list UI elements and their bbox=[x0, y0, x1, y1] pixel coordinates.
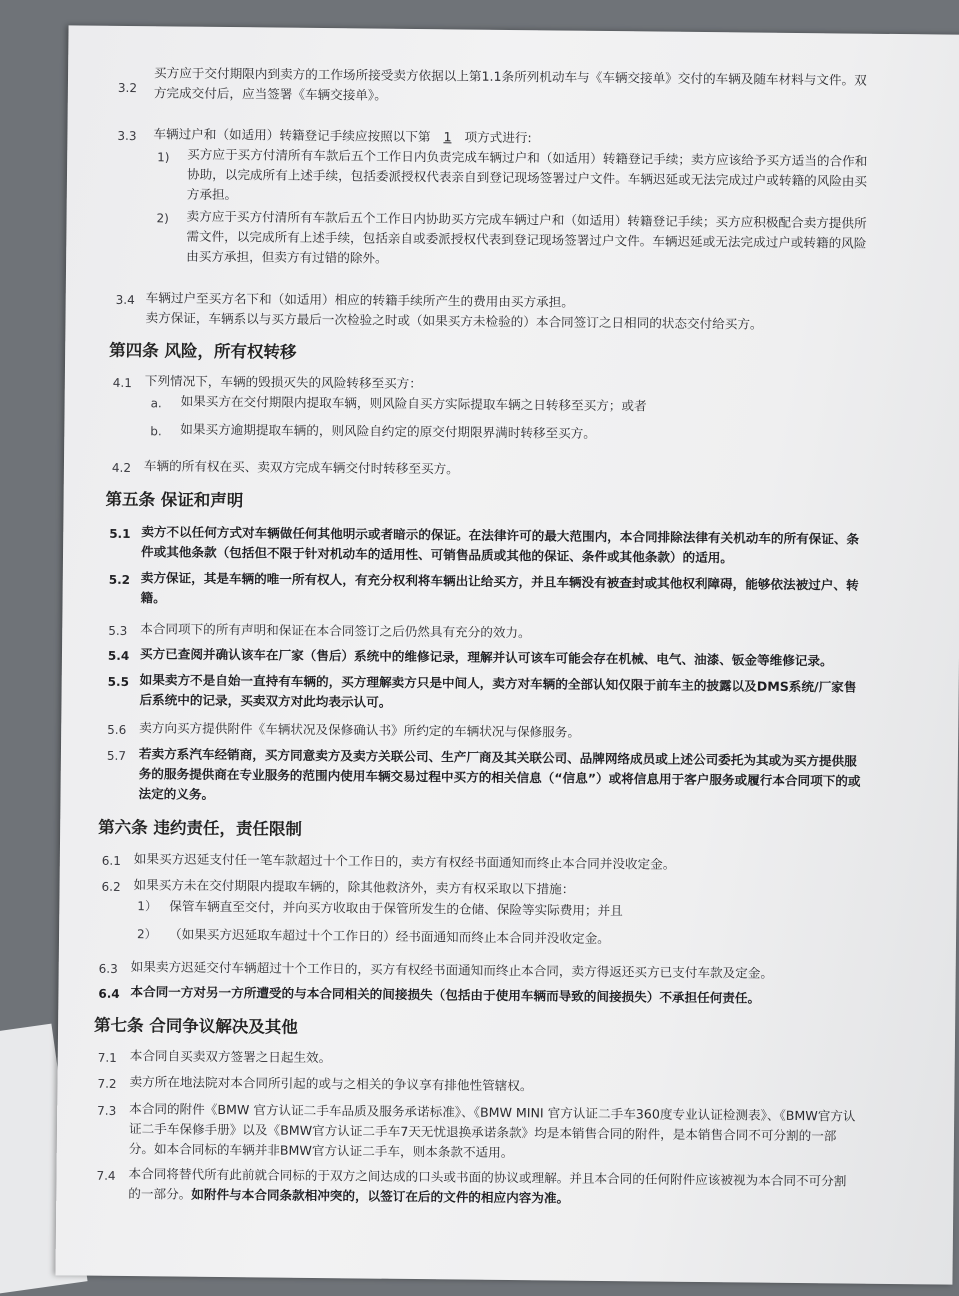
clause-3-3-item-2-line-3: 由买方承担，但卖方有过错的除外。 bbox=[186, 248, 388, 266]
clause-6-1-text: 如果买方迟延支付任一笔车款超过十个工作日的，卖方有权经书面通知而终止本合同并没收定金。 bbox=[133, 851, 676, 872]
clause-number: 6.3 bbox=[98, 961, 118, 976]
clause-number: 7.1 bbox=[97, 1050, 117, 1065]
item-number: 2) bbox=[156, 211, 169, 226]
clause-5-1-line-2: 件或其他条款（包括但不限于针对机动车的适用性、可销售品质或其他的保证、条件或其他条款）的适用。 bbox=[140, 544, 734, 566]
clause-number: 5.3 bbox=[108, 623, 128, 638]
clause-7-4-text: 的一部分。 bbox=[128, 1186, 192, 1202]
clause-3-3-item-2-line-1: 卖方应于买方付清所有车款后五个工作日内协助买方完成车辆过户和（如适用）转籍登记手续；买方应积极配合卖方提供所 bbox=[186, 208, 867, 231]
clause-number: 5.1 bbox=[109, 526, 131, 542]
article-4-heading: 第四条 风险，所有权转移 bbox=[109, 340, 297, 362]
clause-number: 3.2 bbox=[117, 80, 138, 96]
clause-5-2-line-1: 卖方保证，其是车辆的唯一所有权人，有充分权利将车辆出让给买方，并且车辆没有被查封或其他权利障碍，能够依法被过户、转 bbox=[140, 570, 859, 593]
clause-7-2-text: 卖方所在地法院对本合同所引起的或与之相关的争议享有排他性管辖权。 bbox=[129, 1074, 533, 1094]
article-7-heading: 第七条 合同争议解决及其他 bbox=[94, 1015, 298, 1037]
clause-number: 7.4 bbox=[96, 1168, 116, 1183]
clause-4-1-text: 下列情况下，车辆的毁损灭失的风险转移至买方： bbox=[144, 373, 422, 392]
item-number: a. bbox=[150, 396, 162, 411]
clause-3-3-line-1 bbox=[153, 126, 531, 146]
clause-3-2-line-1: 买方应于交付期限内到卖方的工作场所接受卖方依据以上第1.1条所列机动车与《车辆交接单》交付的车辆及随车材料与文件。双 bbox=[153, 65, 867, 88]
clause-3-3-text: 车辆过户和（如适用）转籍登记手续应按照以下第 bbox=[153, 126, 431, 145]
clause-5-3-text: 本合同项下的所有声明和保证在本合同签订之后仍然具有充分的效力。 bbox=[140, 621, 531, 641]
clause-number: 3.3 bbox=[117, 128, 137, 144]
clause-5-6-text: 卖方向买方提供附件《车辆状况及保修确认书》所约定的车辆状况与保修服务。 bbox=[139, 720, 581, 740]
clause-number: 5.6 bbox=[107, 722, 127, 737]
contract-text bbox=[55, 25, 959, 1284]
clause-number: 7.3 bbox=[97, 1103, 117, 1118]
clause-4-2-text: 车辆的所有权在买、卖双方完成车辆交付时转移至买方。 bbox=[143, 458, 459, 477]
item-number: 1) bbox=[157, 150, 170, 165]
clause-number: 6.2 bbox=[101, 879, 121, 894]
item-number: b. bbox=[150, 424, 162, 439]
clause-number: 6.1 bbox=[101, 853, 121, 868]
contract-page bbox=[55, 25, 959, 1284]
clause-3-3-text-end: 项方式进行: bbox=[464, 129, 532, 146]
clause-6-3-text: 如果卖方迟延交付车辆超过十个工作日的，买方有权经书面通知而终止本合同，卖方得返还买方已支付车款及定金。 bbox=[130, 959, 774, 981]
clause-7-3-line-3: 分。如本合同标的车辆并非BMW官方认证二手车，则本条款不适用。 bbox=[128, 1141, 514, 1161]
clause-number: 7.2 bbox=[97, 1076, 117, 1091]
option-blank: 1 bbox=[443, 129, 452, 145]
article-6-heading: 第六条 违约责任，责任限制 bbox=[98, 817, 303, 839]
clause-number: 5.7 bbox=[106, 748, 127, 763]
clause-3-3-item-2-line-2: 需文件，以完成所有上述手续，包括亲自或委派授权代表到登记现场签署过户文件。车辆迟延或无法完成过户或转籍的风险 bbox=[186, 228, 867, 251]
clause-6-2-item-2: （如果买方迟延取车超过十个工作日的）经书面通知而终止本合同并没收定金。 bbox=[168, 926, 610, 947]
clause-5-1-line-1: 卖方不以任何方式对车辆做任何其他明示或者暗示的保证。在法律许可的最大范围内，本合同排除法律有关机动车的所有保证、条 bbox=[141, 524, 860, 547]
clause-5-5-line-1: 如果卖方不是自始一直持有车辆的，买方理解卖方只是中间人，卖方对车辆的全部认知仅限于前车主的披露以及DMS系统/厂家售 bbox=[139, 672, 857, 695]
clause-7-4-line-1: 本合同将替代所有此前就合同标的于双方之间达成的口头或书面的协议或理解。并且本合同的任何附件应该被视为本合同不可分割 bbox=[128, 1166, 847, 1189]
clause-3-4-line-1: 车辆过户至买方名下和（如适用）相应的转籍手续所产生的费用由买方承担。 bbox=[145, 290, 574, 310]
clause-5-7-line-2: 务的服务提供商在专业服务的范围内使用车辆交易过程中买方的相关信息（“信息”）或将信息用于客户服务或履行本合同项下的或 bbox=[138, 766, 861, 789]
clause-5-4-text: 买方已查阅并确认该车在厂家（售后）系统中的维修记录，理解并认可该车可能会存在机械、电气、油漆、钣金等维修记录。 bbox=[139, 646, 833, 669]
clause-7-3-line-1: 本合同的附件《BMW 官方认证二手车品质及服务承诺标准》、《BMW MINI 官方认证二手车360度专业认证检测表》、《BMW官方认 bbox=[129, 1101, 856, 1124]
clause-3-3-item-1-line-1: 买方应于买方付清所有车款后五个工作日内负责完成车辆过户和（如适用）转籍登记手续；卖方应该给予买方适当的合作和 bbox=[187, 146, 868, 169]
clause-4-1-item-a: 如果买方在交付期限内提取车辆，则风险自买方实际提取车辆之日转移至买方；或者 bbox=[180, 393, 647, 414]
clause-number: 5.5 bbox=[107, 674, 130, 690]
clause-3-2-line-2: 方完成交付后，应当签署《车辆交接单》。 bbox=[153, 85, 387, 103]
clause-5-2-line-2: 籍。 bbox=[140, 590, 166, 606]
clause-7-4-bold-text: 如附件与本合同条款相冲突的，以签订在后的文件的相应内容为准。 bbox=[191, 1186, 570, 1206]
clause-5-7-line-1: 若卖方系汽车经销商，买方同意卖方及卖方关联公司、生产厂商及其关联公司、品牌网络成员或上述公司委托为其或为买方提供服 bbox=[138, 746, 857, 769]
clause-number: 4.2 bbox=[111, 460, 132, 476]
clause-4-1-item-b: 如果买方逾期提取车辆的，则风险自约定的原交付期限界满时转移至买方。 bbox=[180, 421, 596, 441]
clause-6-2-text: 如果买方未在交付期限内提取车辆的，除其他救济外，卖方有权采取以下措施： bbox=[133, 877, 575, 897]
clause-number: 5.4 bbox=[107, 648, 130, 664]
clause-6-2-item-1: 保管车辆直至交付，并向买方收取由于保管所发生的仓储、保险等实际费用；并且 bbox=[169, 898, 623, 919]
item-number: 1） bbox=[137, 899, 158, 914]
clause-number: 6.4 bbox=[98, 986, 120, 1001]
clause-5-7-line-3: 法定的义务。 bbox=[138, 786, 215, 802]
item-number: 2） bbox=[136, 927, 157, 942]
clause-number: 5.2 bbox=[108, 572, 131, 588]
clause-number: 4.1 bbox=[112, 375, 132, 391]
clause-3-3-item-1-line-3: 方承担。 bbox=[186, 186, 238, 203]
clause-7-3-line-2: 证二手车保修手册》以及《BMW官方认证二手车7天无忧退换承诺条款》均是本销售合同的附件，是本销售合同不可分割的一部 bbox=[128, 1121, 837, 1144]
article-5-heading: 第五条 保证和声明 bbox=[105, 489, 244, 511]
clause-6-4-text: 本合同一方对另一方所遭受的与本合同相关的间接损失（包括由于使用车辆而导致的间接损失）不承担任何责任。 bbox=[130, 984, 761, 1006]
clause-7-1-text: 本合同自买卖双方签署之日起生效。 bbox=[129, 1048, 332, 1066]
clause-3-3-item-1-line-2: 协助，以完成所有上述手续，包括委派授权代表亲自到登记现场签署过户文件。车辆迟延或无法完成过户或转籍的风险由买 bbox=[186, 166, 868, 189]
clause-number: 3.4 bbox=[115, 292, 135, 308]
clause-5-5-line-2: 后系统中的记录，买卖双方对此均表示认可。 bbox=[139, 692, 392, 710]
clause-3-4-line-2: 卖方保证，车辆系以与买方最后一次检验之时或（如果买方未检验的）本合同签订之日相同的状态交付给买方。 bbox=[145, 310, 763, 332]
clause-7-4-line-2 bbox=[128, 1186, 569, 1207]
